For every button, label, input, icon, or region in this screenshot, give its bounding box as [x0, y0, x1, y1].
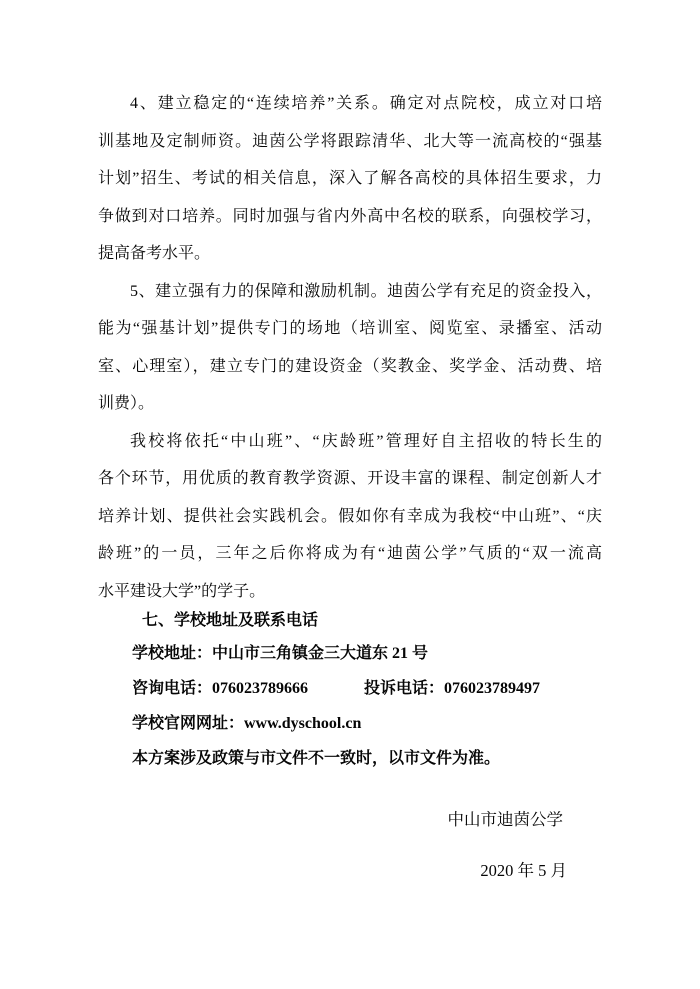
school-address-line: 学校地址：中山市三角镇金三大道东 21 号	[132, 645, 429, 662]
paragraph-line: 我校将依托“中山班”、“庆龄班”管理好自主招收的特长生的	[130, 432, 602, 450]
section-heading-address-contact: 七、学校地址及联系电话	[142, 612, 319, 629]
paragraph-line: 计划”招生、考试的相关信息，深入了解各高校的具体招生要求，力	[98, 170, 602, 187]
paragraph-line: 训基地及定制师资。迪茵公学将跟踪清华、北大等一流高校的“强基	[98, 132, 602, 150]
paragraph-line: 4、建立稳定的“连续培养”关系。确定对点院校，成立对口培	[130, 95, 602, 112]
contact-section	[98, 606, 602, 776]
document-body	[98, 85, 602, 610]
paragraph-line: 提高备考水平。	[98, 245, 211, 262]
paragraph-line: 能为“强基计划”提供专门的场地（培训室、阅览室、录播室、活动	[98, 320, 602, 337]
website-line: 学校官网网址：www.dyschool.cn	[132, 715, 362, 732]
paragraph-class-management	[98, 423, 602, 611]
signature-organization: 中山市迪茵公学	[447, 810, 563, 829]
paragraph-line: 争做到对口培养。同时加强与省内外高中名校的联系，向强校学习，	[98, 207, 602, 225]
paragraph-line: 水平建设大学”的学子。	[98, 582, 266, 600]
paragraph-line: 室、心理室），建立专门的建设资金（奖教金、奖学金、活动费、培	[98, 357, 602, 375]
paragraph-line: 各个环节，用优质的教育教学资源、开设丰富的课程、制定创新人才	[98, 470, 602, 487]
paragraph-line: 龄班”的一员，三年之后你将成为有“迪茵公学”气质的“双一流高	[98, 545, 602, 562]
signature-date: 2020 年 5 月	[480, 861, 567, 880]
consult-phone: 咨询电话：076023789666	[132, 680, 309, 697]
paragraph-continuous-training	[98, 85, 602, 273]
paragraph-line: 5、建立强有力的保障和激励机制。迪茵公学有充足的资金投入，	[130, 282, 602, 300]
policy-note-line: 本方案涉及政策与市文件不一致时，以市文件为准。	[132, 750, 501, 767]
phone-line	[98, 671, 602, 706]
paragraph-line: 训费）。	[98, 395, 155, 412]
paragraph-line: 培养计划、提供社会实践机会。假如你有幸成为我校“中山班”、“庆	[98, 507, 602, 525]
paragraph-guarantee-incentive	[98, 273, 602, 423]
complaint-phone: 投诉电话：076023789497	[364, 680, 541, 697]
